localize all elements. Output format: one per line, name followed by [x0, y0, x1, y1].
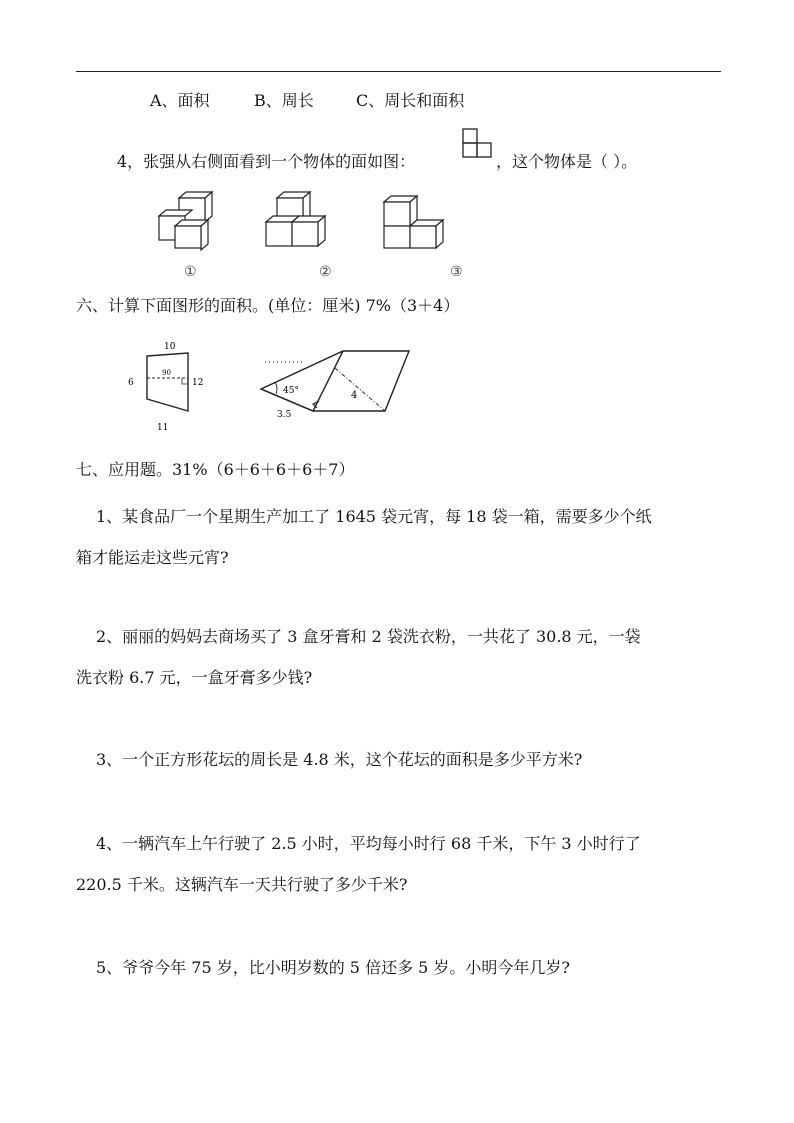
trapezoid-bottom-label: 11 — [157, 423, 169, 433]
section7-title: 七、应用题。31%（6＋6＋6＋6＋7） — [76, 460, 355, 479]
q4-text-after: ，这个物体是（ ）。 — [496, 152, 638, 171]
parallelogram-figure — [255, 346, 415, 426]
trapezoid-left-label: 6 — [128, 378, 134, 388]
option-b: B、周长 — [254, 91, 314, 110]
angle-label: 45° — [283, 386, 299, 396]
problem-1-line-1: 1、某食品厂一个星期生产加工了 1645 袋元宵，每 18 袋一箱，需要多少个纸 — [96, 507, 652, 526]
trapezoid-inner-label: 90 — [162, 369, 171, 377]
trapezoid-top-label: 10 — [164, 342, 176, 352]
choice-label-2: ② — [319, 264, 332, 280]
cube-figure-1 — [157, 186, 217, 248]
option-a: A、面积 — [150, 91, 210, 110]
problem-4-line-1: 4、一辆汽车上午行驶了 2.5 小时，平均每小时行 68 千米，下午 3 小时行了 — [96, 834, 641, 853]
header-rule — [76, 71, 721, 72]
choice-label-3: ③ — [450, 264, 463, 280]
cube-figure-3 — [382, 194, 452, 250]
base-label: 3.5 — [277, 410, 292, 420]
problem-2-line-1: 2、丽丽的妈妈去商场买了 3 盒牙膏和 2 袋洗衣粉，一共花了 30.8 元，一袋 — [96, 627, 641, 646]
problem-1-line-2: 箱才能运走这些元宵? — [76, 548, 229, 567]
side-view-icon — [462, 128, 494, 160]
height-label: 4 — [351, 390, 358, 401]
cube-figure-2 — [264, 186, 334, 248]
choice-label-1: ① — [184, 264, 197, 280]
q4-text-before: 4，张强从右侧面看到一个物体的面如图： — [117, 152, 416, 171]
trapezoid-figure — [120, 340, 215, 435]
problem-3-line-1: 3、一个正方形花坛的周长是 4.8 米，这个花坛的面积是多少平方米? — [96, 750, 583, 769]
section6-title: 六、计算下面图形的面积。(单位：厘米) 7%（3＋4） — [76, 296, 460, 315]
trapezoid-right-label: 12 — [192, 378, 204, 388]
problem-2-line-2: 洗衣粉 6.7 元，一盒牙膏多少钱? — [76, 668, 313, 687]
option-c: C、周长和面积 — [356, 91, 465, 110]
problem-5-line-1: 5、爷爷今年 75 岁，比小明岁数的 5 倍还多 5 岁。小明今年几岁? — [96, 958, 570, 977]
problem-4-line-2: 220.5 千米。这辆汽车一天共行驶了多少千米? — [76, 875, 408, 894]
